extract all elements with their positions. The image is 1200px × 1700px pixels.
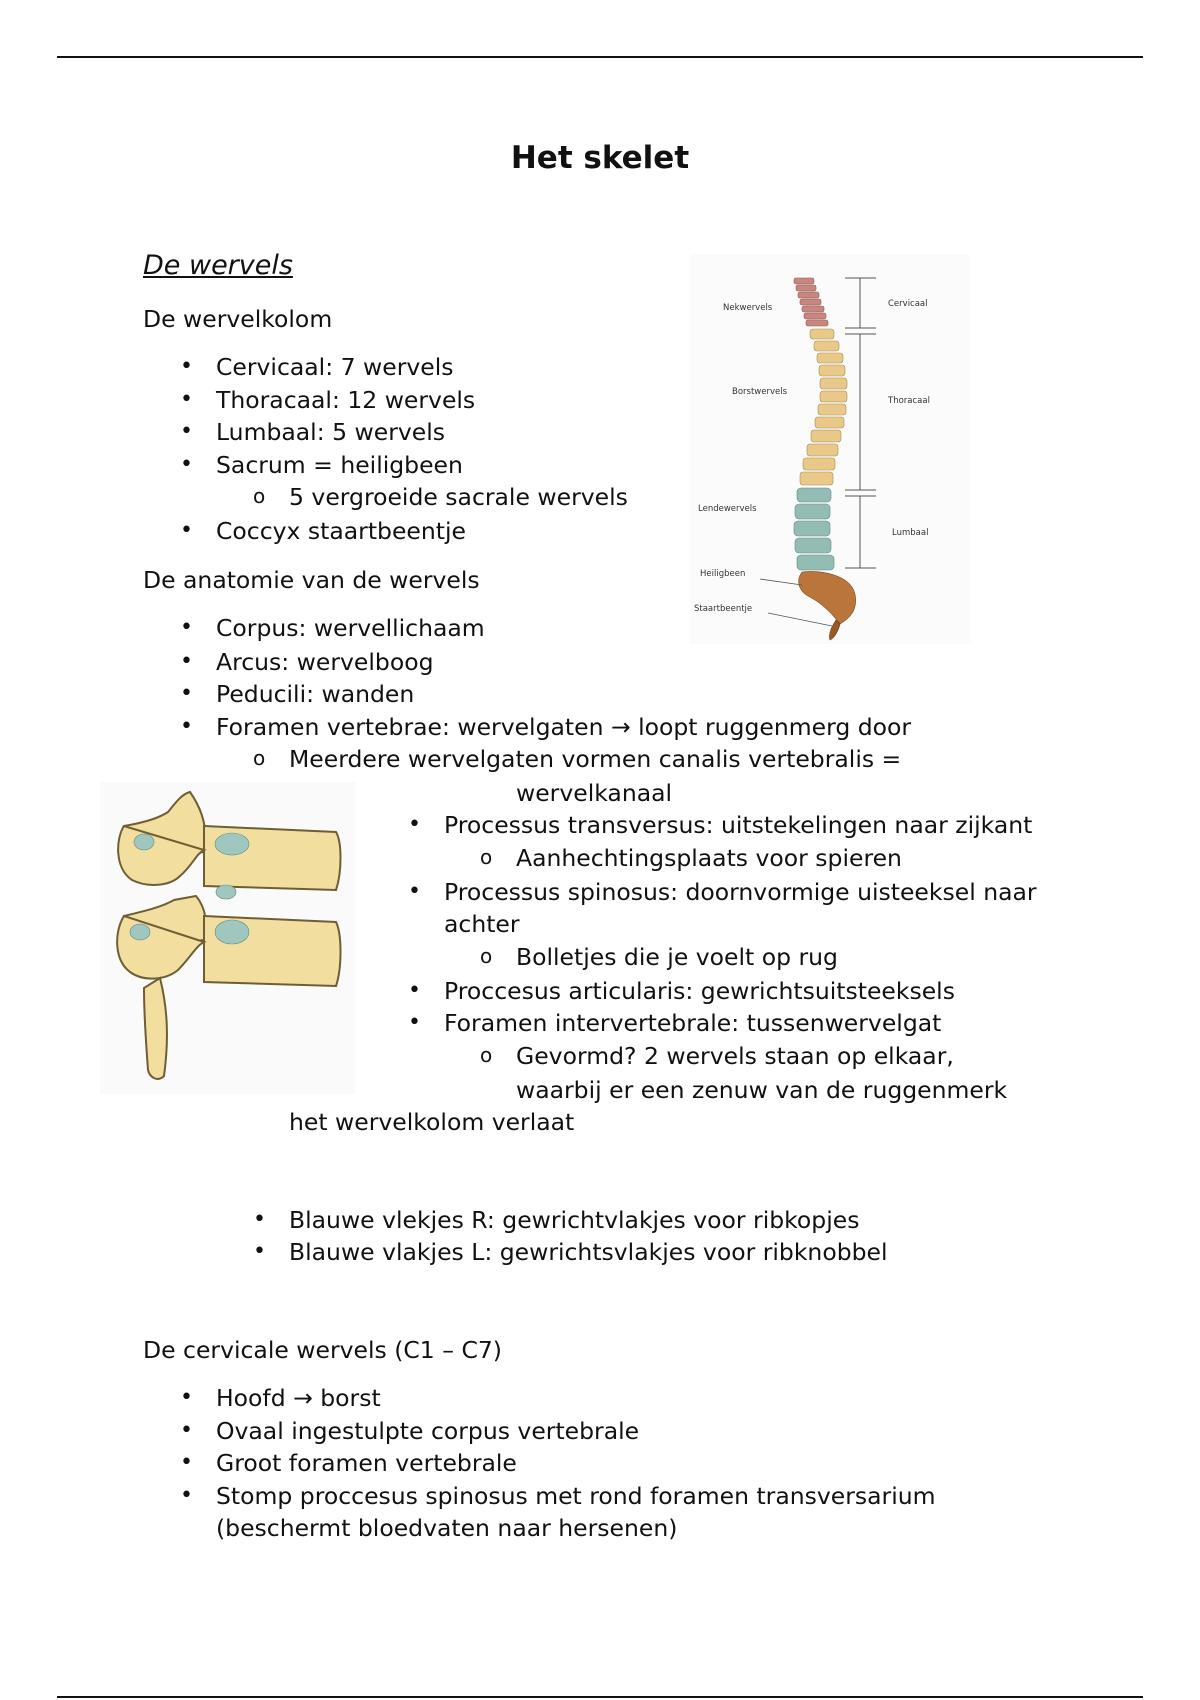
label-cervicaal: Cervicaal	[888, 299, 928, 309]
list-item: • Lumbaal: 5 wervels	[216, 416, 445, 448]
list-item: • Coccyx staartbeentje	[216, 515, 466, 547]
list-item: • Groot foramen vertebrale	[216, 1447, 517, 1479]
sub-list-item: o Bolletjes die je voelt op rug	[516, 941, 838, 973]
list-item: • Thoracaal: 12 wervels	[216, 384, 475, 416]
list-item: • Arcus: wervelboog	[216, 646, 434, 678]
spine-svg	[690, 254, 970, 644]
list-item: • Proccesus articularis: gewrichtsuitsteeksels	[444, 975, 955, 1007]
sub-list-item: o Aanhechtingsplaats voor spieren	[516, 842, 902, 874]
continuation-text: achter	[444, 910, 520, 938]
continuation-text: wervelkanaal	[516, 779, 673, 807]
list-item: • Processus spinosus: doornvormige uisteeksel naar	[444, 876, 1037, 908]
list-item: • Hoofd → borst	[216, 1382, 381, 1414]
bottom-rule	[57, 1696, 1143, 1698]
list-item: • Sacrum = heiligbeen	[216, 449, 463, 481]
sacrum-shape	[799, 572, 856, 624]
section-heading: De wervels	[143, 250, 293, 281]
label-borstwervels: Borstwervels	[732, 387, 788, 397]
wervelkolom-heading: De wervelkolom	[143, 305, 333, 333]
spine-illustration	[690, 254, 970, 644]
coccyx-shape	[829, 620, 840, 640]
list-item: • Processus transversus: uitstekelingen naar zijkant	[444, 809, 1032, 841]
sub-list-item: o 5 vergroeide sacrale wervels	[289, 481, 628, 513]
list-item: • Blauwe vlekjes R: gewrichtvlakjes voor ribkopjes	[289, 1204, 859, 1236]
thoracic-vertebrae	[800, 329, 847, 485]
continuation-text: waarbij er een zenuw van de ruggenmerk	[516, 1076, 1008, 1104]
list-item: • Cervicaal: 7 wervels	[216, 351, 454, 383]
vertebra-svg	[100, 782, 355, 1094]
list-item: • Peducili: wanden	[216, 678, 414, 710]
list-item: • Stomp proccesus spinosus met rond foramen transversarium	[216, 1480, 936, 1512]
cervical-vertebrae	[794, 278, 828, 326]
list-item: • Corpus: wervellichaam	[216, 612, 485, 644]
sub-list-item: o Meerdere wervelgaten vormen canalis vertebralis =	[289, 743, 901, 775]
list-item: • Foramen intervertebrale: tussenwervelgat	[444, 1007, 941, 1039]
list-item: • Foramen vertebrae: wervelgaten → loopt ruggenmerg door	[216, 711, 911, 743]
sub-list-item: o Gevormd? 2 wervels staan op elkaar,	[516, 1040, 954, 1072]
label-lumbaal: Lumbaal	[892, 528, 929, 538]
page-title: Het skelet	[510, 140, 690, 176]
cervicaal-heading: De cervicale wervels (C1 – C7)	[143, 1336, 502, 1364]
vertebra-illustration	[100, 782, 355, 1094]
anatomie-heading: De anatomie van de wervels	[143, 566, 480, 594]
label-nekwervels: Nekwervels	[723, 303, 773, 313]
label-lendewervels: Lendewervels	[698, 504, 757, 514]
lower-vertebra	[117, 896, 340, 1079]
top-rule	[57, 56, 1143, 58]
label-heiligbeen: Heiligbeen	[700, 569, 746, 579]
upper-vertebra	[118, 792, 340, 899]
continuation-text: het wervelkolom verlaat	[289, 1108, 575, 1136]
label-thoracaal: Thoracaal	[888, 396, 930, 406]
lumbar-vertebrae	[794, 488, 834, 570]
continuation-text: (beschermt bloedvaten naar hersenen)	[216, 1514, 678, 1542]
region-brackets	[845, 278, 876, 568]
list-item: • Blauwe vlakjes L: gewrichtsvlakjes voor ribknobbel	[289, 1236, 888, 1268]
list-item: • Ovaal ingestulpte corpus vertebrale	[216, 1415, 639, 1447]
label-staartbeentje: Staartbeentje	[694, 604, 753, 614]
